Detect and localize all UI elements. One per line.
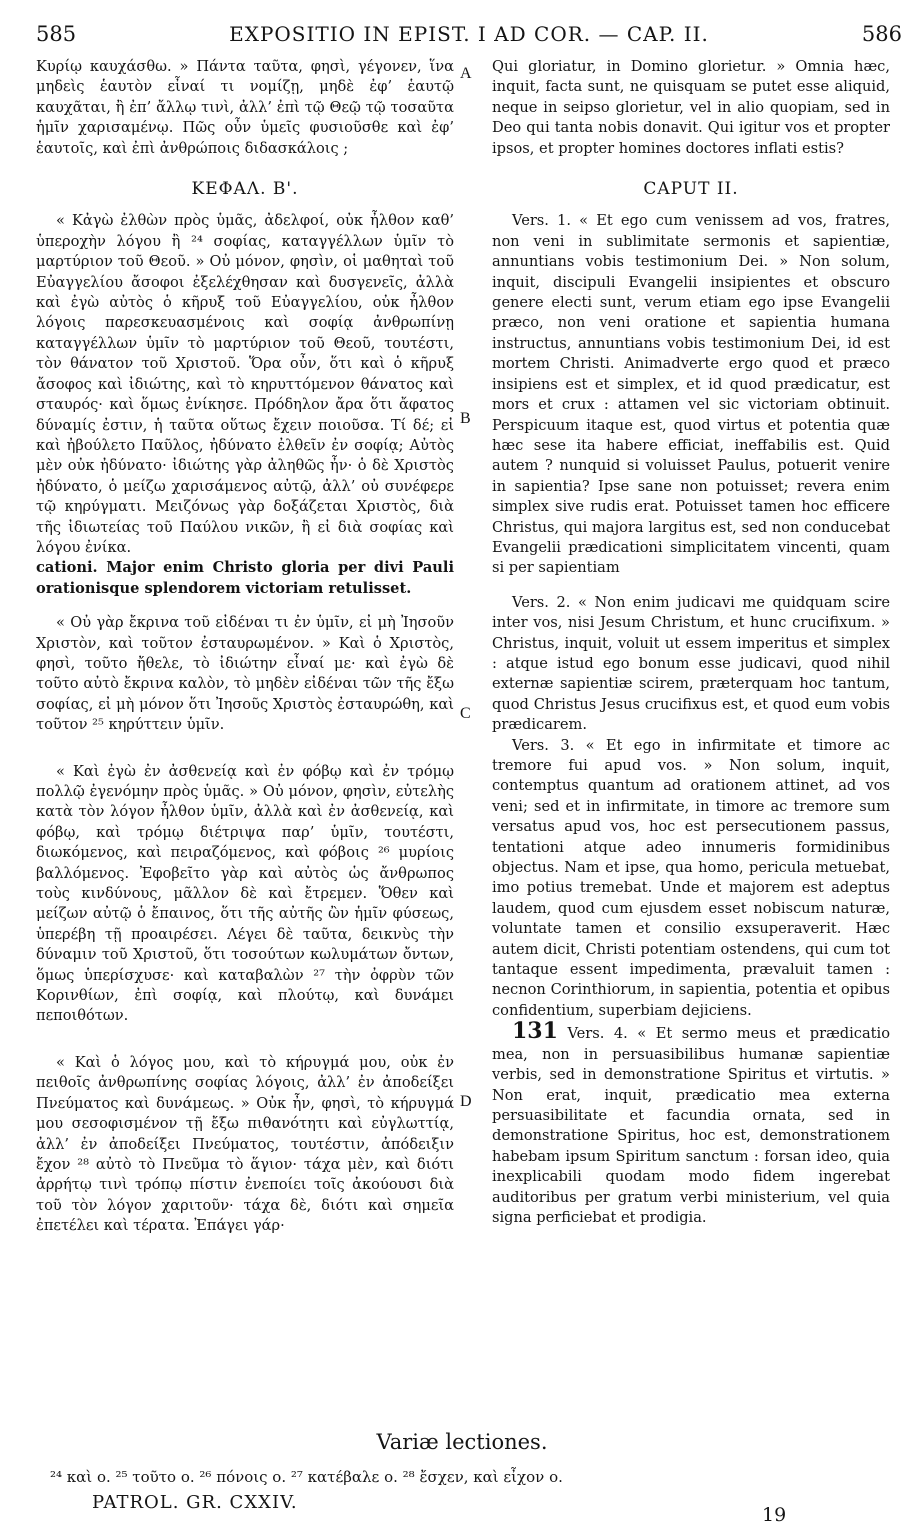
column-number: 131: [512, 1018, 558, 1045]
latin-paragraph-3: Vers. 2. « Non enim judicavi me quidquam scire inter vos, nisi Jesum Christum, et hunc crucifixum. » Christus, inquit, voluit ut essem imperitus et simplex : atque istud ego bonum esse judicavi, quod nihil externæ sapientiæ scirem, præterquam hoc tantum, quod Christus Jesus crucifixus est, et quod eum vobis prædicarem.: [492, 593, 890, 734]
latin-chapter-heading: CAPUT II.: [643, 179, 739, 200]
greek-column: [36, 57, 454, 1237]
latin-paragraph-4: Vers. 3. « Et ego in infirmitate et timore ac tremore fui apud vos. » Non solum, inquit, contemptus quantum ad orationem attinet, ad vos veni; sed et in infirmitate, in timore ac tremore sum versatus apud vos, hoc est persecutionem passus, tentationi atque adeo innumeris formidinibus objectus. Nam et ipse, qua homo, pericula metuebat, imo potius tremebat. Unde et majorem est adeptus laudem, quod cum ejusdem esset nobiscum naturæ, voluntate tamen et consilio exsuperaverit. Hæc autem dicit, Christi potentiam ostendens, qui cum tot tantaque essent impedimenta, prævaluit tamen : necnon Corinthiorum, in sapientia, potentia et opibus confidentium, superbiam dejiciens.: [492, 736, 890, 1019]
greek-paragraph-2: « Κἀγὼ ἐλθὼν πρὸς ὑμᾶς, ἀδελφοί, οὐκ ἦλθον καθ’ ὑπεροχὴν λόγου ἢ ²⁴ σοφίας, καταγγέλλων ὑμῖν τὸ μαρτύριον τοῦ Θεοῦ. » Οὐ μόνον, φησὶν, οἱ μαθηταὶ τοῦ Εὐαγγελίου ἄσοφοι ἐξελέχθησαν καὶ δυσγενεῖς, ἀλλὰ καὶ ἐγὼ αὐτὸς ὁ κῆρυξ τοῦ Εὐαγγελίου, οὐκ ἦλθον λόγοις παρεσκευασμένοις καὶ σοφίᾳ ἀνθρωπίνῃ καταγγέλλων ὑμῖν τὸ μαρτύριον τοῦ Θεοῦ, τουτέστι, τὸν θάνατον τοῦ Χριστοῦ. Ὅρα οὖν, ὅτι καὶ ὁ κῆρυξ ἄσοφος καὶ ἰδιώτης, καὶ τὸ κηρυττόμενον θάνατος καὶ σταυρός· καὶ ὅμως ἐνίκησε. Πρόδηλον ἄρα ὅτι ἄφατος δύναμίς ἐστιν, ἡ ταῦτα οὕτως ἔχειν ποιοῦσα. Τί δέ; εἰ καὶ ἠβούλετο Παῦλος, ἠδύνατο ἐλθεῖν ἐν σοφίᾳ; Αὐτὸς μὲν οὐκ ἠδύνατο· ἰδιώτης γὰρ ἀληθῶς ἦν· ὁ δὲ Χριστὸς ἠδύνατο, ὁ μείζω χαρισάμενος αὐτῷ, ἀλλ’ οὐ συνέφερε τῷ κηρύγματι. Μειζόνως γὰρ δοξάζεται Χριστὸς, διὰ τῆς ἰδιωτείας τοῦ Παύλου νικῶν, ἢ εἰ διὰ σοφίας καὶ λόγου ἐνίκα.: [36, 212, 454, 556]
greek-paragraph-1: Κυρίῳ καυχάσθω. » Πάντα ταῦτα, φησὶ, γέγονεν, ἵνα μηδεὶς ἑαυτὸν εἶναί τι νομίζῃ, μηδὲ ἐφ’ ἑαυτῷ καυχᾶται, ἢ ἐπ’ ἄλλῳ τινὶ, ἀλλ’ ἐπὶ τῷ Θεῷ τῷ τοσαῦτα ἡμῖν χαρισαμένῳ. Πῶς οὖν ὑμεῖς φυσιοῦσθε καὶ ἐφ’ ἑαυτοῖς, καὶ ἐπὶ ἀνθρώποις διδασκάλοις ;: [36, 58, 454, 157]
page-number-right: 586: [861, 22, 902, 46]
latin-paragraph-2: Vers. 1. « Et ego cum venissem ad vos, fratres, non veni in sublimitate sermonis et sapientiæ, annuntians vobis testimonium Dei. » Non solum, inquit, discipuli Evangelii insipientes et obscuro genere electi sunt, verum etiam ego ipse Evangelii præco, non veni oratione et sapientia humana instructus, annuntians vobis testimonium Dei, id est mortem Christi. Animadverte ergo quod et præco insipiens est et simplex, et id quod prædicatur, est mors et crux : attamen vel sic victoriam obtinuit. Perspicuum itaque est, quod virtus et potentia quæ hæc sese ita habere efficiat, ineffabilis est. Quid autem ? nunquid si voluisset Paulus, potuerit venire in sapientia? Ipse sane non potuisset; revera enim simplex sive rudis erat. Potuisset tamen hoc efficere Christus, qui majora largitus est, sed non conducebat Evangelii prædicationi simplicitatem vincenti, quam si per sapientiam: [492, 212, 890, 577]
greek-paragraph-5: « Καὶ ὁ λόγος μου, καὶ τὸ κήρυγμά μου, οὐκ ἐν πειθοῖς ἀνθρωπίνης σοφίας λόγοις, ἀλλ’ ἐν ἀποδείξει Πνεύματος καὶ δυνάμεως. » Οὐκ ἦν, φησὶ, τὸ κήρυγμά μου σεσοφισμένον τῇ ἔξω πιθανότητι καὶ εὐγλωττίᾳ, ἀλλ’ ἐν ἀποδείξει Πνεύματος, τουτέστιν, ἀπόδειξιν ἔχον ²⁸ αὐτὸ τὸ Πνεῦμα τὸ ἅγιον· τάχα μὲν, καὶ διότι ἀρρήτῳ τινὶ τρόπῳ πίστιν ἐνεποίει τοῖς ἀκούουσι διὰ τοῦ τὸν λόγον χαριτοῦν· τάχα δὲ, διότι καὶ σημεῖα ἐπετέλει καὶ τέρατα. Ἐπάγει γάρ·: [36, 1053, 454, 1235]
latin-paragraph-5-text: Vers. 4. « Et sermo meus et prædicatio mea, non in persuasibilibus humanæ sapientiæ verbis, sed in demonstratione Spiritus et virtutis. » Non erat, inquit, prædicatio mea externa persuasibilitate et facundia ornata, sed in demonstratione Spiritus, hoc est, demonstrationem habebam ipsum Spiritum sanctum : forsan ideo, quia inexplicabili quodam modo fidem ingerebat auditoribus per gratum verbi ministerium, vel quia signa perficiebat et prodigia.: [492, 1025, 890, 1226]
variae-lectiones-title: Variæ lectiones.: [376, 1430, 548, 1454]
signature-number: 19: [762, 1504, 787, 1526]
running-header: [36, 20, 902, 54]
latin-column: [492, 57, 890, 1228]
greek-paragraph-3: « Οὐ γὰρ ἔκρινα τοῦ εἰδέναι τι ἐν ὑμῖν, εἰ μὴ Ἰησοῦν Χριστὸν, καὶ τοῦτον ἐσταυρωμένον. » Καὶ ὁ Χριστὸς, φησὶ, τοῦτο ἤθελε, τὸ ἰδιώτην εἶναί με· καὶ ἐγὼ δὲ τοῦτο αὐτὸ ἔκρινα καλὸν, τὸ μηδὲν εἰδέναι τῶν τῆς ἔξω σοφίας, εἰ μὴ μόνον ὅτι Ἰησοῦς Χριστὸς ἐσταυρώθη, καὶ τοῦτον ²⁵ κηρύττειν ὑμῖν.: [36, 614, 454, 734]
latin-paragraph-1: Qui gloriatur, in Domino glorietur. » Omnia hæc, inquit, facta sunt, ne quisquam se putet esse aliquid, neque in seipso glorietur, vel in alio quopiam, sed in Deo qui tanta nobis donavit. Qui igitur vos et propter ipsos, et propter homines doctores inflati estis?: [492, 58, 890, 157]
margin-marker-d: D: [460, 1093, 472, 1110]
greek-paragraph-4: « Καὶ ἐγὼ ἐν ἀσθενείᾳ καὶ ἐν φόβῳ καὶ ἐν τρόμῳ πολλῷ ἐγενόμην πρὸς ὑμᾶς. » Οὐ μόνον, φησὶν, εὐτελὴς κατὰ τὸν λόγον ἦλθον ὑμῖν, ἀλλὰ καὶ ἐν ἀσθενείᾳ, καὶ φόβῳ, καὶ τρόμῳ διέτριψα παρ’ ὑμῖν, τουτέστι, διωκόμενος, καὶ πειραζόμενος, καὶ φόβοις ²⁶ μυρίοις βαλλόμενος. Ἐφοβεῖτο γὰρ καὶ αὐτὸς ὡς ἄνθρωπος τοὺς κινδύνους, μᾶλλον δὲ καὶ ἔτρεμεν. Ὅθεν καὶ μείζων αὐτῷ ὁ ἔπαινος, ὅτι τῆς αὐτῆς ὢν ἡμῖν φύσεως, ὑπερέβη τῇ προαιρέσει. Λέγει δὲ ταῦτα, δεικνὺς τὴν δύναμιν τοῦ Χριστοῦ, ὅτι τοσούτων κωλυμάτων ὄντων, ὅμως ὑπερίσχυσε· καὶ καταβαλὼν ²⁷ τὴν ὀφρὺν τῶν Κορινθίων, ἐπὶ σοφίᾳ, καὶ πλούτῳ, καὶ δυνάμει πεποιθότων.: [36, 762, 454, 1025]
latin-paragraph-5: [492, 1018, 890, 1228]
patrologia-footer: PATROL. GR. CXXIV.: [92, 1492, 298, 1513]
variant-readings: ²⁴ καὶ ο. ²⁵ τοῦτο ο. ²⁶ πόνοις ο. ²⁷ κατέβαλε ο. ²⁸ ἔσχεν, καὶ εἶχον ο.: [50, 1468, 563, 1486]
margin-marker-b: B: [460, 410, 471, 427]
greek-chapter-heading: ΚΕΦΑΛ. Β'.: [191, 179, 299, 200]
page-number-left: 585: [36, 22, 77, 46]
greek-paragraph-2-latin-continuation: cationi. Major enim Christo gloria per divi Pauli orationisque splendorem victoriam retulisset.: [36, 559, 454, 597]
margin-marker-c: C: [460, 705, 471, 722]
running-title: EXPOSITIO IN EPIST. I AD COR. — CAP. II.: [229, 22, 709, 46]
margin-marker-a: A: [460, 65, 472, 82]
